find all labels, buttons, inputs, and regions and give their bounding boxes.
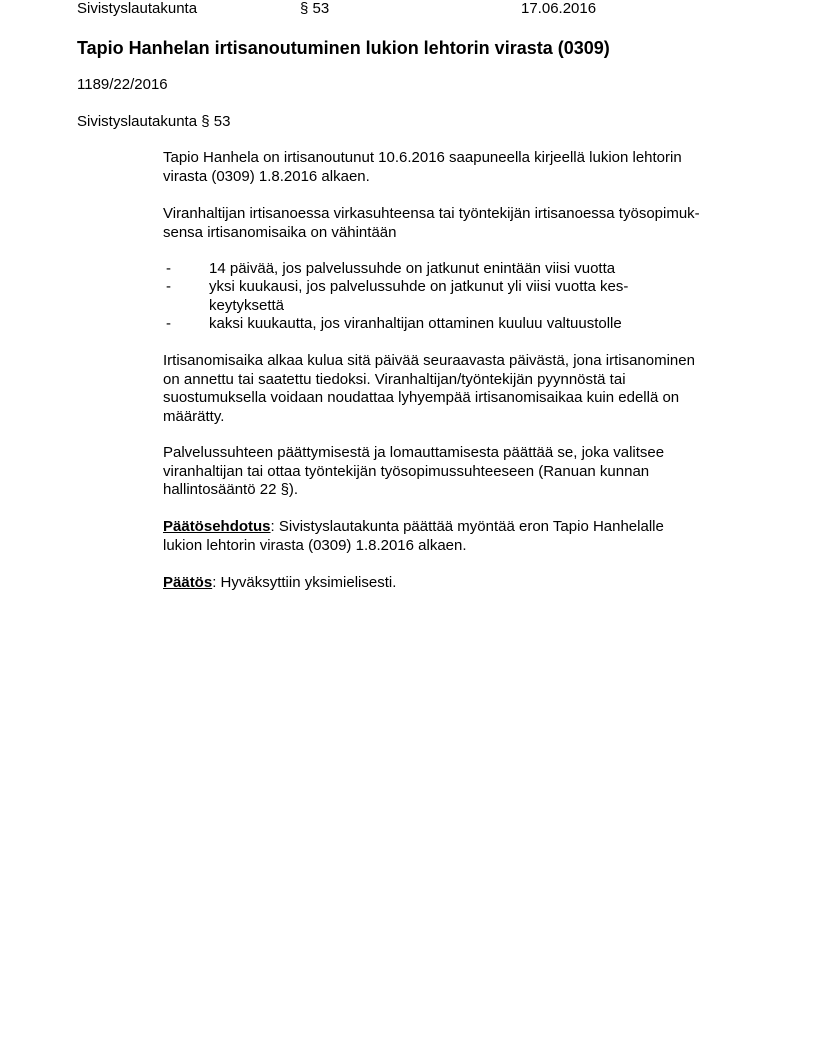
text-line: Tapio Hanhela on irtisanoutunut 10.6.2016 saapuneella kirjeellä lukion lehtorin xyxy=(163,149,682,166)
header-date: 17.06.2016 xyxy=(521,0,597,17)
text-line: keytyksettä xyxy=(209,296,285,314)
bullet-text: kaksi kuukautta, jos viranhaltijan ottaminen kuuluu valtuustolle xyxy=(209,315,622,332)
header-section: § 53 xyxy=(300,0,330,17)
bullet-text: 14 päivää, jos palvelussuhde on jatkunut enintään viisi vuotta xyxy=(209,260,616,277)
record-number: 1189/22/2016 xyxy=(77,76,168,93)
text-line: Irtisanomisaika alkaa kulua sitä päivää seuraavasta päivästä, jona irtisanominen xyxy=(163,352,695,369)
paragraph-authority xyxy=(163,444,664,500)
text-line: virasta (0309) 1.8.2016 alkaen. xyxy=(163,167,370,185)
paragraph-notice-period xyxy=(163,205,700,242)
text-line: on annettu tai saatettu tiedoksi. Viranhaltijan/työntekijän pyynnöstä tai xyxy=(163,370,626,388)
text-line: Palvelussuhteen päättymisestä ja lomauttamisesta päättää se, joka valitsee xyxy=(163,444,665,461)
proposal-label: Päätösehdotus xyxy=(163,518,271,535)
decision-text: : Hyväksyttiin yksimielisesti. xyxy=(212,574,397,591)
header-committee: Sivistyslautakunta xyxy=(77,0,198,17)
paragraph-resignation xyxy=(163,149,682,186)
document-title: Tapio Hanhelan irtisanoutuminen lukion lehtorin virasta (0309) xyxy=(77,38,610,58)
text-line: suostumuksella voidaan noudattaa lyhyempää irtisanomisaikaa kuin edellä on xyxy=(163,389,680,406)
text-line: hallintosääntö 22 §). xyxy=(163,481,299,498)
text-line: Viranhaltijan irtisanoessa virkasuhteensa tai työntekijän irtisanoessa työsopimuk- xyxy=(163,205,700,222)
text-line: lukion lehtorin virasta (0309) 1.8.2016 alkaen. xyxy=(163,536,467,554)
bullet-text xyxy=(209,278,628,315)
decision xyxy=(163,574,396,593)
bullet-dash: - xyxy=(166,278,171,295)
section-reference: Sivistyslautakunta § 53 xyxy=(77,113,231,130)
proposal-text: : Sivistyslautakunta päättää myöntää eron Tapio Hanhelalle xyxy=(270,518,664,535)
text-line: sensa irtisanomisaika on vähintään xyxy=(163,223,397,241)
decision-proposal xyxy=(163,518,664,555)
bullet-dash: - xyxy=(166,260,171,277)
text-line: määrätty. xyxy=(163,407,225,425)
paragraph-notice-start xyxy=(163,352,695,426)
text-line: viranhaltijan tai ottaa työntekijän työsopimussuhteeseen (Ranuan kunnan xyxy=(163,462,650,480)
bullet-dash: - xyxy=(166,315,171,332)
decision-label: Päätös xyxy=(163,574,213,591)
text-line: yksi kuukausi, jos palvelussuhde on jatkunut yli viisi vuotta kes- xyxy=(209,278,629,295)
